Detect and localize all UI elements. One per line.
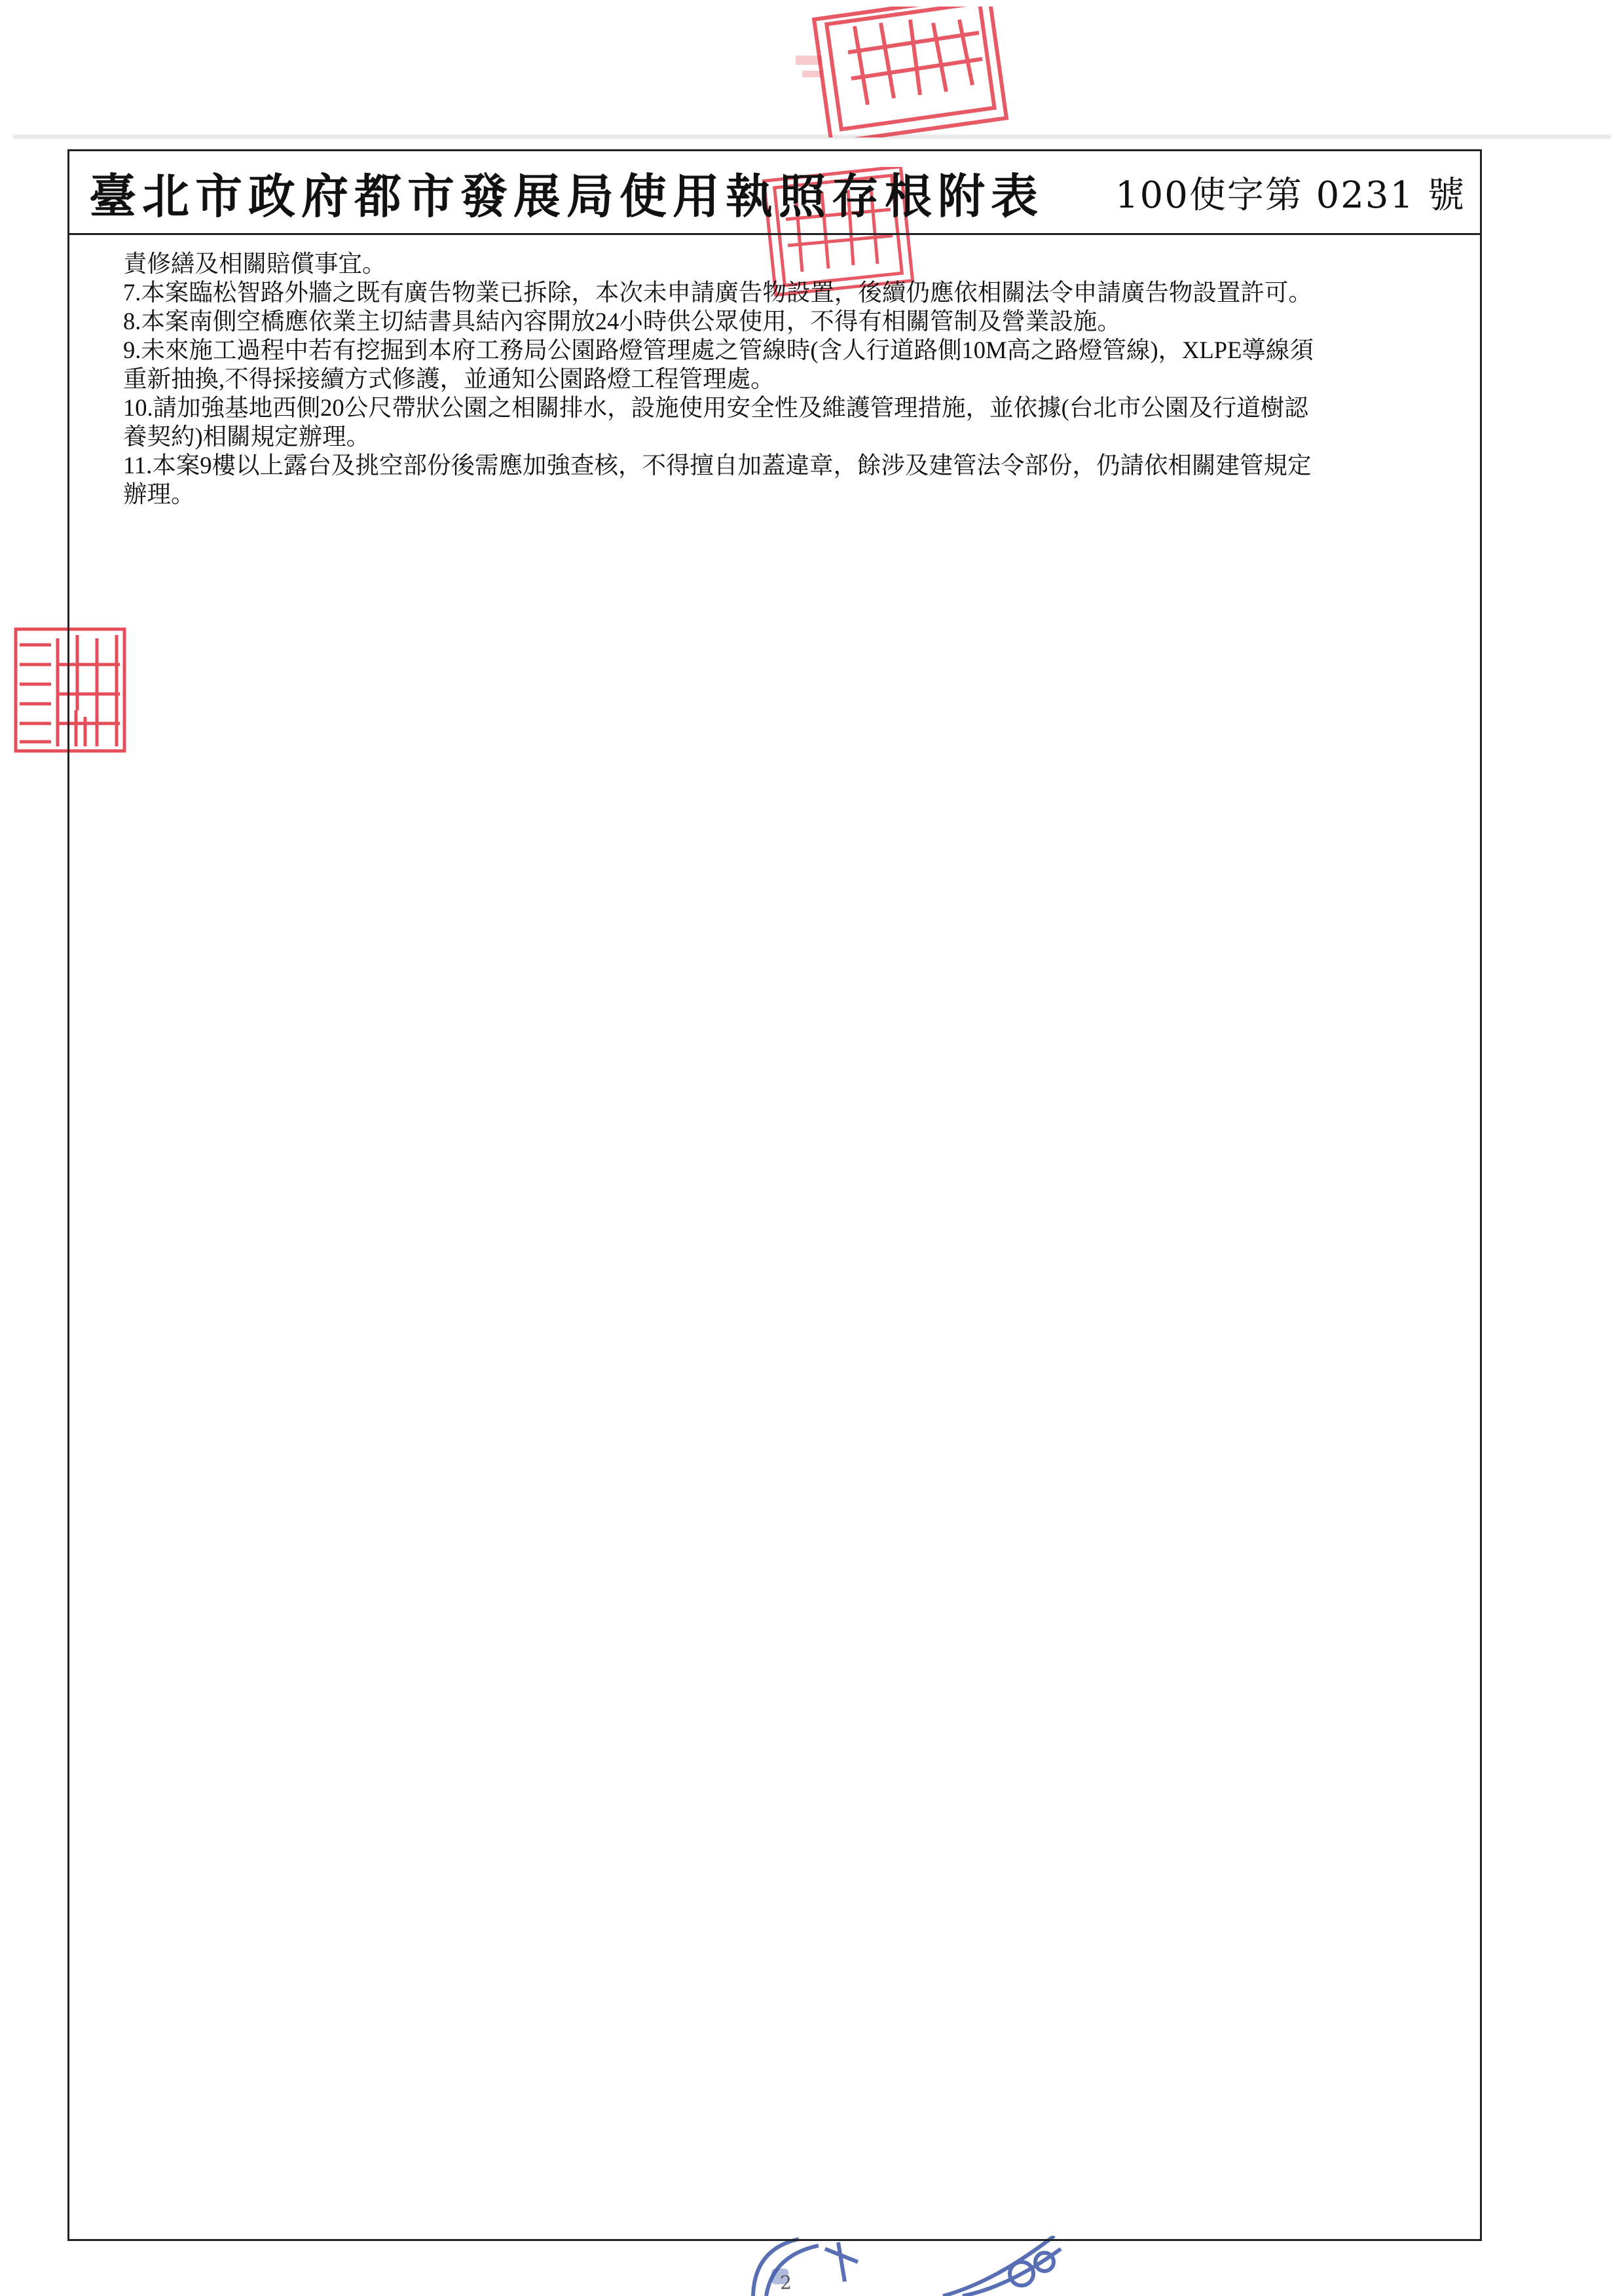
annex-body <box>123 249 1477 509</box>
permit-number: 100使字第 0231 號 <box>1115 173 1466 217</box>
header-row <box>69 151 1480 235</box>
annex-frame <box>67 149 1482 2241</box>
body-line: 重新抽換,不得採接續方式修護，並通知公園路燈工程管理處。 <box>123 365 775 392</box>
body-line: 11.本案9樓以上露台及挑空部份後需應加強查核，不得擅自加蓋違章，餘涉及建管法令部份，仍請依相關建管規定 <box>123 452 1312 479</box>
red-seal-top <box>796 7 1012 137</box>
body-line: 責修繕及相關賠償事宜。 <box>123 250 386 277</box>
page-title: 臺北市政府都市發展局使用執照存根附表 <box>89 168 1044 224</box>
body-line: 9.未來施工過程中若有挖掘到本府工務局公園路燈管理處之管線時(含人行道路側10M高之路燈管線)，XLPE導線須 <box>123 337 1314 363</box>
body-line: 養契約)相關規定辦理。 <box>123 423 371 450</box>
body-line: 8.本案南側空橋應依業主切結書具結內容開放24小時供公眾使用，不得有相關管制及營業設施。 <box>123 308 1121 335</box>
body-line: 7.本案臨松智路外牆之既有廣告物業已拆除，本次未申請廣告物設置，後續仍應依相關法令申請廣告物設置許可。 <box>123 279 1312 306</box>
page-number: 2 <box>780 2272 792 2293</box>
body-line: 辦理。 <box>123 481 195 507</box>
body-line: 10.請加強基地西側20公尺帶狀公園之相關排水，設施使用安全性及維護管理措施，並依據(台北市公園及行道樹認 <box>123 394 1308 421</box>
